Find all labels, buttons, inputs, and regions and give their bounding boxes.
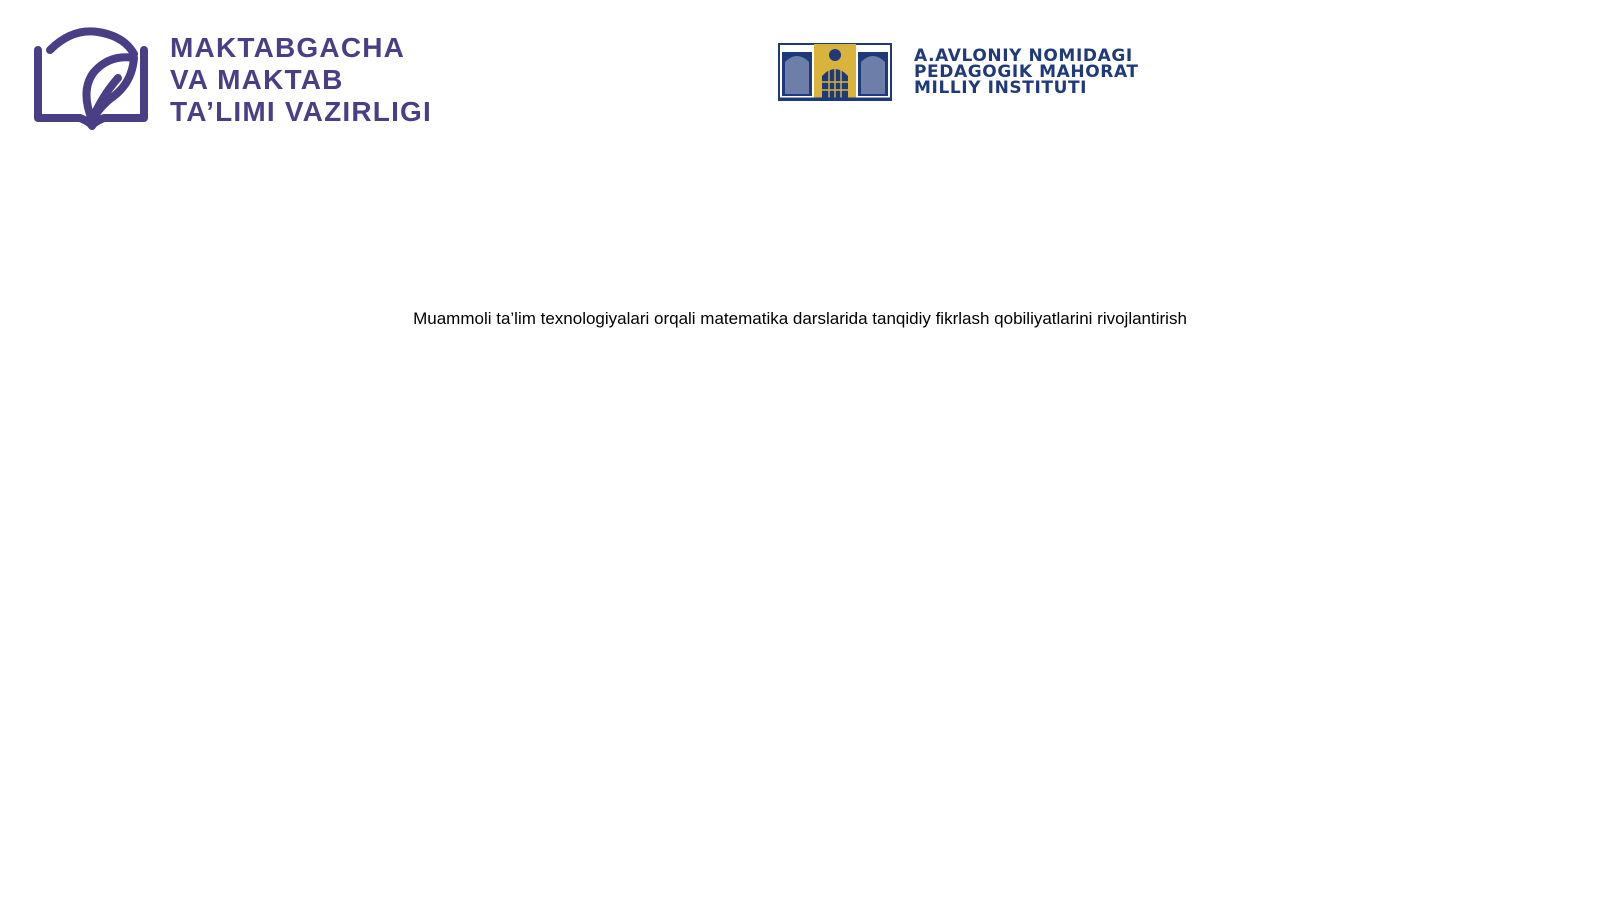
institute-name-line-2: PEDAGOGIK MAHORAT <box>914 62 1139 82</box>
institute-building-icon <box>778 42 892 102</box>
ministry-name-line-1: MAKTABGACHA <box>170 32 406 63</box>
ministry-name-line-3: TA’LIMI VAZIRLIGI <box>170 96 433 127</box>
institute-name-line-3: MILLIY INSTITUTI <box>914 78 1088 98</box>
slide-title: Muammoli ta’lim texnologiyalari orqali matematika darslarida tanqidiy fikrlash qobiliyatlarini rivojlantirish <box>413 309 1187 328</box>
institute-name-line-1: A.AVLONIY NOMIDAGI <box>914 46 1133 66</box>
ministry-logo <box>32 26 432 130</box>
ministry-name-line-2: VA MAKTAB <box>170 64 344 95</box>
institute-logo <box>778 42 1139 102</box>
open-book-leaf-icon <box>32 26 150 130</box>
